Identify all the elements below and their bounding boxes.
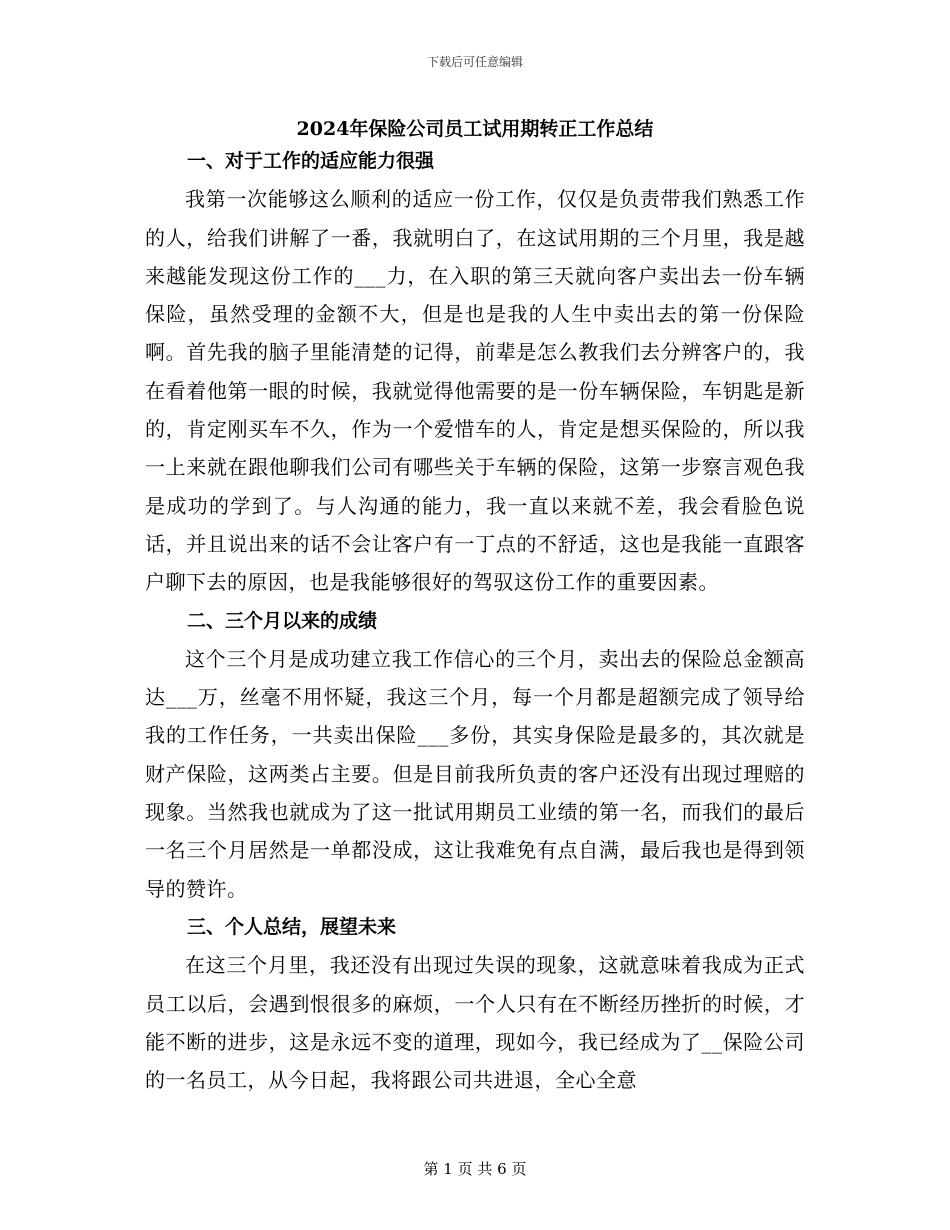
document-title: 2024年保险公司员工试用期转正工作总结 [296, 118, 654, 140]
section-heading: 三、个人总结，展望未来 [187, 915, 397, 938]
section-paragraph: 在这三个月里，我还没有出现过失误的现象，这就意味着我成为正式员工以后，会遇到恨很多的麻烦，一个人只有在不断经历挫折的时候，才能不断的进步，这是永远不变的道理，现如今，我已经成为了__保险公司的一名员工，从今日起，我将跟公司共进退，全心全意 [145, 953, 805, 1093]
document-body [145, 142, 805, 1099]
page-header-note: 下载后可任意编辑 [426, 55, 523, 69]
page-indicator: 第 1 页 共 6 页 [423, 1160, 527, 1178]
section-heading: 二、三个月以来的成绩 [187, 609, 378, 632]
section-paragraph: 这个三个月是成功建立我工作信心的三个月，卖出去的保险总金额高达___万，丝毫不用怀疑，我这三个月，每一个月都是超额完成了领导给我的工作任务，一共卖出保险___多份，其实身保险是最多的，其次就是财产保险，这两类占主要。但是目前我所负责的客户还没有出现过理赔的现象。当然我也就成为了这一批试用期员工业绩的第一名，而我们的最后一名三个月居然是一单都没成，这让我难免有点自满，最后我也是得到领导的赞许。 [145, 646, 805, 901]
section-heading: 一、对于工作的适应能力很强 [187, 150, 435, 172]
section-paragraph: 我第一次能够这么顺利的适应一份工作，仅仅是负责带我们熟悉工作的人，给我们讲解了一番，我就明白了，在这试用期的三个月里，我是越来越能发现这份工作的___力，在入职的第三天就向客户卖出去一份车辆保险，虽然受理的金额不大，但是也是我的人生中卖出去的第一份保险啊。首先我的脑子里能清楚的记得，前辈是怎么教我们去分辨客户的，我在看着他第一眼的时候，我就觉得他需要的是一份车辆保险，车钥匙是新的，肯定刚买车不久，作为一个爱惜车的人，肯定是想买保险的，所以我一上来就在跟他聊我们公司有哪些关于车辆的保险，这第一步察言观色我是成功的学到了。与人沟通的能力，我一直以来就不差，我会看脸色说话，并且说出来的话不会让客户有一丁点的不舒适，这也是我能一直跟客户聊下去的原因，也是我能够很好的驾驭这份工作的重要因素。 [145, 187, 805, 595]
